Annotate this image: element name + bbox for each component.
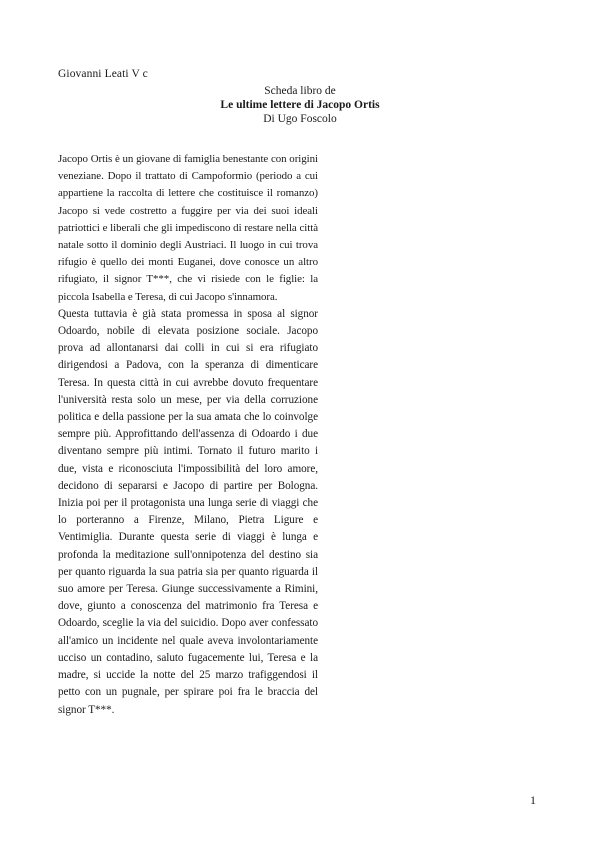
book-author-line: Di Ugo Foscolo	[263, 113, 337, 125]
paragraph: Jacopo Ortis è un giovane di famiglia benestante con origini veneziane. Dopo il trattato di Campoformio (periodo a cui appartiene la raccolta di lettere che costituisce il romanzo) Jacopo si vede costretto a fuggire per via dei suoi ideali patriottici e liberali che gli impediscono di restare nella città natale sotto il dominio degli Austriaci. Il luogo in cui trova rifugio è quello dei monti Euganei, dove conosce un altro rifugiato, il signor T***, che vi risiede con le figlie: la piccola Isabella e Teresa, di cui Jacopo s'innamora.	[58, 153, 318, 303]
subtitle-line: Scheda libro de	[264, 85, 336, 97]
author-name: Giovanni Leati V c	[58, 68, 148, 80]
paragraph: Questa tuttavia è già stata promessa in sposa al signor Odoardo, nobile di elevata posizione sociale. Jacopo prova ad allontanarsi dai colli in cui si era rifugiato dirigendosi a Padova, con la speranza di dimenticare Teresa. In questa città in cui avrebbe dovuto frequentare l'università resta solo un mese, per via della corruzione politica e della passione per la sua amata che lo coinvolge sempre più. Approfittando dell'assenza di Odoardo i due diventano sempre più intimi. Tornato il futuro marito i due, vista e riconosciuta l'impossibilità del loro amore, decidono di separarsi e Jacopo di partire per Bologna. Inizia poi per il protagonista una lunga serie di viaggi che lo porteranno a Firenze, Milano, Pietra Ligure e Ventimiglia. Durante questa serie di viaggi è lunga e profonda la meditazione sull'onnipotenza del destino sia per quanto riguarda la sua patria sia per quanto riguarda il suo amore per Teresa. Giunge successivamente a Rimini, dove, giunto a conoscenza del matrimonio fra Teresa e Odoardo, sceglie la via del suicidio. Dopo aver confessato all'amico un incidente nel quale aveva involontariamente ucciso un contadino, saluto fugacemente lui, Teresa e la madre, si uccide la notte del 25 marzo trafiggendosi il petto con un pugnale, per spirare poi fra le braccia del signor T***.	[58, 307, 318, 716]
title-block	[200, 84, 400, 126]
book-title: Le ultime lettere di Jacopo Ortis	[220, 99, 380, 111]
page-number: 1	[530, 793, 536, 807]
body-text	[58, 151, 318, 719]
